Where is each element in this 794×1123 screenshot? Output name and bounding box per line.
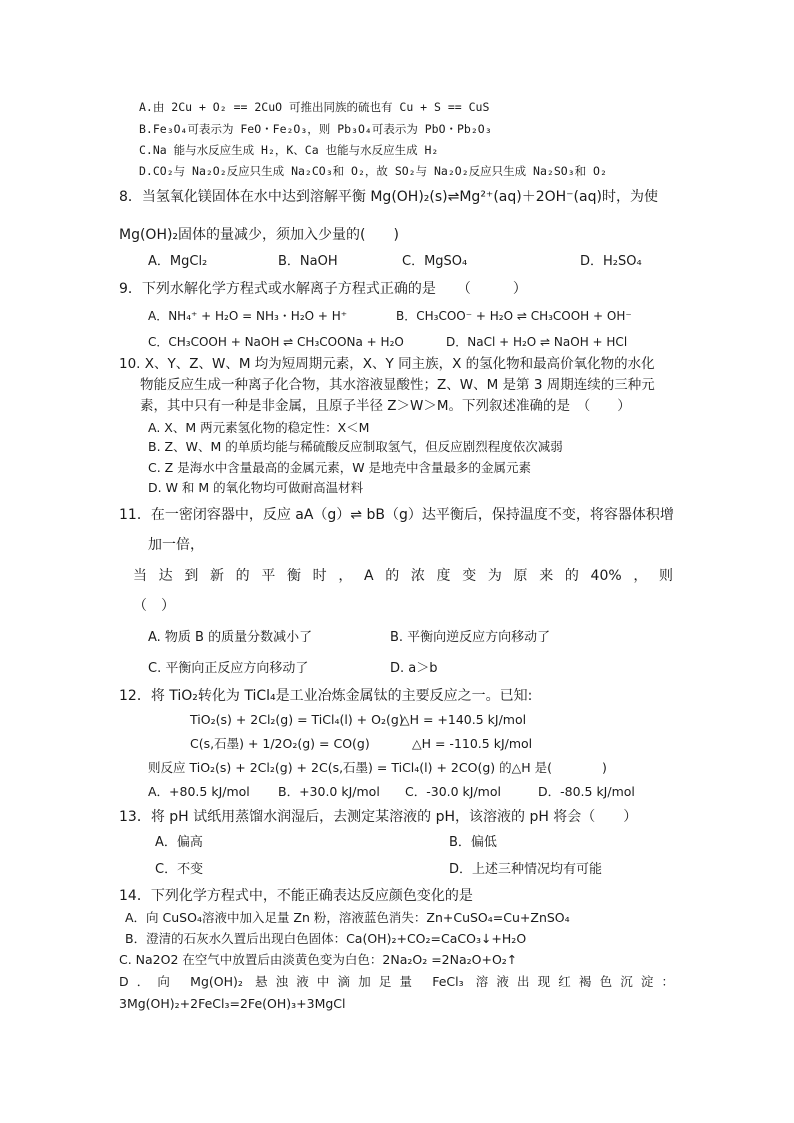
q11-stem-line4: （ ） [133,598,175,614]
q12-question: 则反应 TiO₂(s) + 2Cl₂(g) + 2C(s,石墨) = TiCl₄(l) + 2CO(g) 的△H 是( ) [148,760,607,775]
q10-stem-line1: 10. X、Y、Z、W、M 均为短周期元素，X、Y 同主族，X 的氢化物和最高价氧化物的水化 [119,356,655,372]
q8-stem-line2: Mg(OH)₂固体的量减少，须加入少量的( ) [119,227,399,243]
q13-option-a: A．偏高 [155,835,203,850]
q9-stem: 9．下列水解化学方程式或水解离子方程式正确的是 （ ） [119,281,527,297]
q8-option-d: D．H₂SO₄ [580,254,642,269]
q11-option-d: D. a＞b [390,661,438,676]
q9-option-a: A．NH₄⁺ + H₂O = NH₃・H₂O + H⁺ [148,309,348,323]
q13-option-d: D．上述三种情况均有可能 [449,862,603,877]
q7-option-d: D.CO₂与 Na₂O₂反应只生成 Na₂CO₃和 O₂，故 SO₂与 Na₂O₂反应只生成 Na₂SO₃和 O₂ [139,164,607,178]
q9-option-b: B．CH₃COO⁻ + H₂O ⇌ CH₃COOH + OH⁻ [396,309,632,323]
q8-option-a: A．MgCl₂ [148,254,208,269]
q12-stem: 12．将 TiO₂转化为 TiCl₄是工业冶炼金属钛的主要反应之一。已知: [119,688,533,704]
q11-stem-line3: 当达到新的平衡时，A的浓度变为原来的40%，则 [133,568,673,584]
q14-option-d-line1: D．向 Mg(OH)₂ 悬浊液中滴加足量 FeCl₃ 溶液出现红褐色沉淀： [119,974,674,989]
q7-option-a: A.由 2Cu + O₂ == 2CuO 可推出同族的硫也有 Cu + S == CuS [139,100,490,114]
q10-stem-line2: 物能反应生成一种离子化合物，其水溶液显酸性；Z、W、M 是第 3 周期连续的三种元 [140,377,655,393]
q12-option-b: B．+30.0 kJ/mol [278,784,380,799]
q12-option-a: A．+80.5 kJ/mol [148,784,250,799]
q14-option-d-line2: 3Mg(OH)₂+2FeCl₃=2Fe(OH)₃+3MgCl [119,996,346,1011]
q9-option-d: D．NaCl + H₂O ⇌ NaOH + HCl [446,335,628,349]
q10-option-c: C. Z 是海水中含量最高的金属元素，W 是地壳中含量最多的金属元素 [148,460,532,475]
q12-equation-2: C(s,石墨) + 1/2O₂(g) = CO(g) [190,736,370,751]
q8-option-c: C．MgSO₄ [402,254,468,269]
q8-stem-line1: 8．当氢氧化镁固体在水中达到溶解平衡 Mg(OH)₂(s)⇌Mg²⁺(aq)＋2OH⁻(aq)时，为使 [119,189,658,205]
q13-option-b: B．偏低 [449,835,497,850]
q7-option-c: C.Na 能与水反应生成 H₂，K、Ca 也能与水反应生成 H₂ [139,143,439,157]
q12-enthalpy-1: △H = +140.5 kJ/mol [400,712,527,727]
q12-enthalpy-2: △H = -110.5 kJ/mol [412,736,533,751]
q10-stem-line3: 素，其中只有一种是非金属，且原子半径 Z＞W＞M。下列叙述准确的是 （ ） [140,398,631,414]
q14-option-c: C. Na2O2 在空气中放置后由淡黄色变为白色：2Na₂O₂ =2Na₂O+O₂↑ [119,952,518,967]
q13-option-c: C．不变 [155,862,204,877]
q10-option-b: B. Z、W、M 的单质均能与稀硫酸反应制取氢气，但反应剧烈程度依次减弱 [148,439,563,454]
q14-stem: 14．下列化学方程式中，不能正确表达反应颜色变化的是 [119,888,473,904]
q9-option-c: C．CH₃COOH + NaOH ⇌ CH₃COONa + H₂O [148,335,404,349]
q11-stem-line2: 加一倍， [148,537,204,553]
q10-option-a: A. X、M 两元素氢化物的稳定性：X＜M [148,420,370,435]
q14-option-b: B．澄清的石灰水久置后出现白色固体：Ca(OH)₂+CO₂=CaCO₃↓+H₂O [125,931,527,946]
q10-option-d: D. W 和 M 的氧化物均可做耐高温材料 [148,480,364,495]
q12-equation-1: TiO₂(s) + 2Cl₂(g) = TiCl₄(l) + O₂(g) [190,712,404,727]
q12-option-d: D．-80.5 kJ/mol [538,784,635,799]
q13-stem: 13．将 pH 试纸用蒸馏水润湿后，去测定某溶液的 pH，该溶液的 pH 将会（ ） [119,809,638,825]
q11-option-c: C. 平衡向正反应方向移动了 [148,661,309,676]
q11-option-b: B. 平衡向逆反应方向移动了 [390,630,551,645]
q7-option-b: B.Fe₃O₄可表示为 FeO・Fe₂O₃，则 Pb₃O₄可表示为 PbO・Pb₂O₃ [139,122,492,136]
q11-stem-line1: 11．在一密闭容器中，反应 aA（g）⇌ bB（g）达平衡后，保持温度不变，将容器体积增 [119,507,674,523]
q14-option-a: A．向 CuSO₄溶液中加入足量 Zn 粉，溶液蓝色消失：Zn+CuSO₄=Cu+ZnSO₄ [125,910,570,925]
q12-option-c: C．-30.0 kJ/mol [405,784,501,799]
q8-option-b: B．NaOH [278,254,338,269]
q11-option-a: A. 物质 B 的质量分数减小了 [148,630,313,645]
